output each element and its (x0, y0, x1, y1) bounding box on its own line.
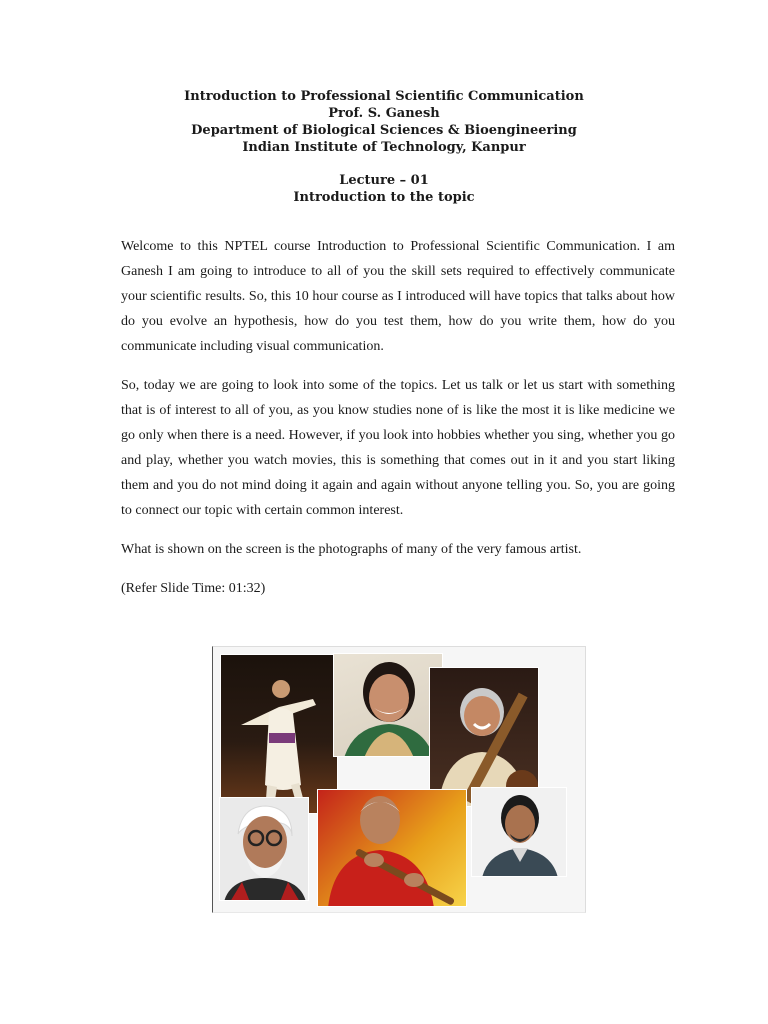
photo-sitar-player (429, 667, 539, 807)
document-body (121, 234, 675, 601)
paragraph-topics: So, today we are going to look into some of the topics. Let us talk or let us start with something that is of interest to all of you, as you know studies none of is like the most it is like medicine we go only when there is a need. However, if you look into hobbies whether you sing, whether you go and play, whether you watch movies, this is something that comes out in it and you start liking them and you do not mind doing it again and again without anyone telling you. So, you are going to connect our topic with certain common interest. (121, 378, 675, 518)
lecture-title: Introduction to the topic (293, 190, 475, 205)
lecture-heading (0, 172, 768, 206)
document-header (0, 88, 768, 156)
photo-painter (219, 797, 309, 901)
paragraph-photographs: What is shown on the screen is the photographs of many of the very famous artist. (121, 542, 582, 557)
professor-name: Prof. S. Ganesh (328, 106, 440, 121)
department-name: Department of Biological Sciences & Bioengineering (191, 123, 577, 138)
course-title: Introduction to Professional Scientific Communication (184, 89, 584, 104)
slide-image-collage (212, 646, 586, 913)
photo-flute-player (317, 789, 467, 907)
paragraph-welcome: Welcome to this NPTEL course Introduction to Professional Scientific Communication. I am Ganesh I am going to introduce to all of you the skill sets required to effectively communicate your scientific results. So, this 10 hour course as I introduced will have topics that talks about how do you evolve an hypothesis, how do you test them, how do you write them, how do you communicate including visual communication. (121, 239, 675, 354)
lecture-number: Lecture – 01 (339, 173, 429, 188)
institute-name: Indian Institute of Technology, Kanpur (242, 140, 526, 155)
slide-time-reference: (Refer Slide Time: 01:32) (121, 581, 266, 596)
photo-singer (333, 653, 443, 757)
photo-composer (471, 787, 567, 877)
